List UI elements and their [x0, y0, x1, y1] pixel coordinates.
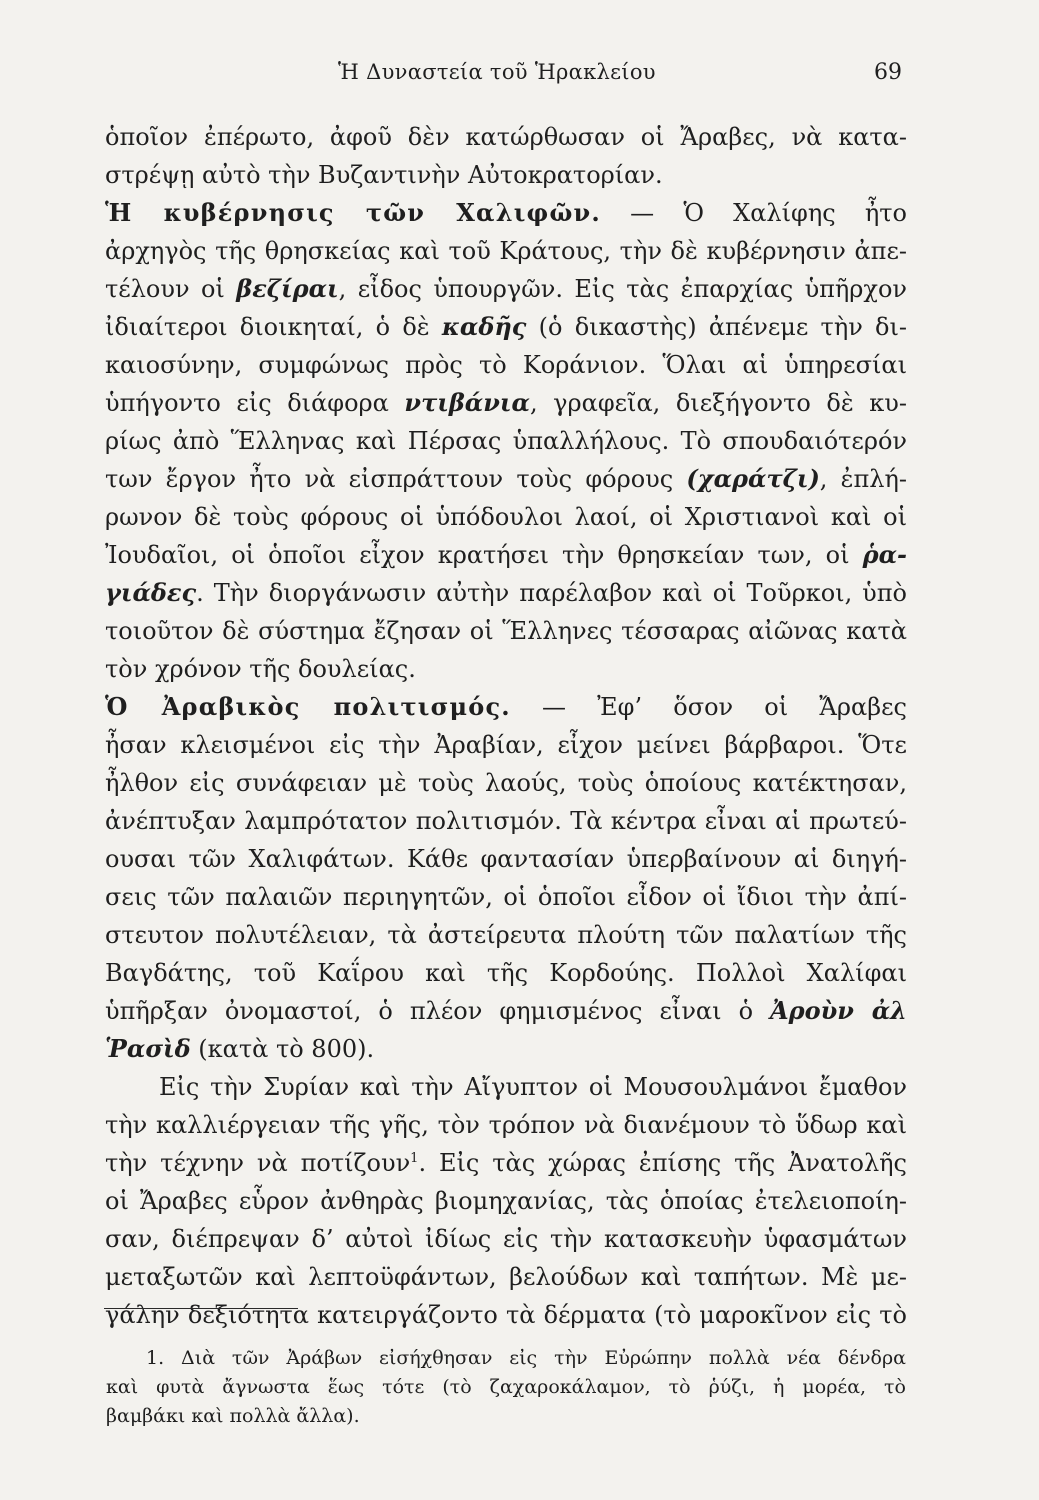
name-harun-part2: Ῥασὶδ — [105, 1034, 191, 1063]
text-line: ἦλθον εἰς συνάφειαν μὲ τοὺς λαούς, τοὺς ὁποίους κατέκτησαν, — [105, 769, 907, 797]
body-text — [105, 118, 907, 1334]
term-haratzi: (χαράτζι) — [686, 464, 820, 493]
text-span: (κατὰ τὸ 800). — [190, 1035, 375, 1063]
text-line — [105, 536, 907, 574]
text-line: μεταξωτῶν καὶ λεπτοϋφάντων, βελούδων καὶ ταπήτων. Μὲ με- — [105, 1263, 907, 1291]
text-span: , γραφεῖα, διεξήγοντο δὲ κυ- — [529, 389, 907, 417]
text-span: ὑπήγοντο εἰς διάφορα — [105, 389, 405, 417]
text-span: , εἶδος ὑπουργῶν. Εἰς τὰς ἐπαρχίας ὑπῆρχον — [338, 275, 907, 303]
text-line: Βαγδάτης, τοῦ Καΐρου καὶ τῆς Κορδούης. Πολλοὶ Χαλίφαι — [105, 959, 907, 987]
text-span: ἰδιαίτεροι διοικηταί, ὁ δὲ — [105, 313, 442, 341]
footnote-divider — [104, 1308, 298, 1309]
text-line — [105, 574, 907, 612]
text-span: των ἔργον ἦτο νὰ εἰσπράττουν τοὺς φόρους — [105, 465, 687, 493]
section-heading-caliph-government: Ἡ κυβέρνησις τῶν Χαλιφῶν. — [105, 198, 601, 227]
text-line — [105, 1030, 907, 1068]
text-span: , ἐπλή- — [819, 465, 907, 493]
text-line: καιοσύνην, συμφώνως πρὸς τὸ Κοράνιον. Ὅλαι αἱ ὑπηρεσίαι — [105, 351, 907, 379]
text-line: ρίως ἀπὸ Ἕλληνας καὶ Πέρσας ὑπαλλήλους. Τὸ σπουδαιότερόν — [105, 427, 907, 455]
term-vezirai: βεζίραι — [236, 274, 339, 303]
text-line: ὁποῖον ἐπέρωτο, ἀφοῦ δὲν κατώρθωσαν οἱ Ἄραβες, νὰ κατα- — [105, 123, 907, 151]
text-span: . Τὴν διοργάνωσιν αὐτὴν παρέλαβον καὶ οἱ Τοῦρκοι, ὑπὸ — [196, 579, 907, 607]
text-line: Εἰς τὴν Συρίαν καὶ τὴν Αἴγυπτον οἱ Μουσουλμάνοι ἔμαθον — [159, 1073, 907, 1101]
text-span: — Ἐφ’ ὅσον οἱ Ἄραβες — [510, 693, 907, 721]
text-span: τὴν τέχνην νὰ ποτίζουν — [105, 1149, 411, 1177]
term-rayades-part1: ῥα- — [862, 540, 907, 569]
text-line: στευτον πολυτέλειαν, τὰ ἀστείρευτα πλούτη τῶν παλατίων τῆς — [105, 921, 907, 949]
text-line: στρέψῃ αὐτὸ τὴν Βυζαντινὴν Αὐτοκρατορίαν. — [105, 161, 663, 189]
text-line — [105, 384, 907, 422]
text-line: ἀρχηγὸς τῆς θρησκείας καὶ τοῦ Κράτους, τὴν δὲ κυβέρνησιν ἀπε- — [105, 237, 907, 265]
text-line: σαν, διέπρεψαν δ’ αὐτοὶ ἰδίως εἰς τὴν κατασκευὴν ὑφασμάτων — [105, 1225, 907, 1253]
text-line — [105, 688, 907, 726]
text-span: τέλουν οἱ — [105, 275, 237, 303]
text-line: ουσαι τῶν Χαλιφάτων. Κάθε φαντασίαν ὑπερβαίνουν αἱ διηγή- — [105, 845, 907, 873]
footnotes — [106, 1344, 906, 1431]
footnote-line: βαμβάκι καὶ πολλὰ ἄλλα). — [106, 1405, 360, 1427]
text-span: ὑπῆρξαν ὀνομαστοί, ὁ πλέον φημισμένος εἶναι ὁ — [105, 997, 771, 1025]
text-span: — Ὁ Χαλίφης ἦτο — [600, 199, 907, 227]
name-harun-part1: Ἀροὺν ἀλ — [770, 996, 907, 1025]
text-line: τοιοῦτον δὲ σύστημα ἔζησαν οἱ Ἕλληνες τέσσαρας αἰῶνας κατὰ — [105, 617, 907, 645]
text-span: . Εἰς τὰς χώρας ἐπίσης τῆς Ἀνατολῆς — [418, 1149, 907, 1177]
footnote-reference[interactable]: 1 — [410, 1151, 419, 1166]
page-number: 69 — [874, 60, 902, 85]
text-line — [105, 1144, 907, 1182]
term-kadis: καδῆς — [441, 312, 527, 341]
text-line — [105, 460, 907, 498]
text-line: ἦσαν κλεισμένοι εἰς τὴν Ἀραβίαν, εἶχον μείνει βάρβαροι. Ὅτε — [105, 731, 907, 759]
text-line: ἀνέπτυξαν λαμπρότατον πολιτισμόν. Τὰ κέντρα εἶναι αἱ πρωτεύ- — [105, 807, 907, 835]
text-span: Ἰουδαῖοι, οἱ ὁποῖοι εἶχον κρατήσει τὴν θρησκείαν των, οἱ — [105, 541, 863, 569]
text-line — [105, 194, 907, 232]
text-line: σεις τῶν παλαιῶν περιηγητῶν, οἱ ὁποῖοι εἶδον οἱ ἴδιοι τὴν ἀπί- — [105, 883, 907, 911]
section-heading-arab-civilization: Ὁ Ἀραβικὸς πολιτισμός. — [105, 692, 511, 721]
term-ntivania: ντιβάνια — [404, 388, 530, 417]
text-line: οἱ Ἄραβες εὗρον ἀνθηρὰς βιομηχανίας, τὰς ὁποίας ἐτελειοποίη- — [105, 1187, 907, 1215]
text-line: γάλην δεξιότητα κατειργάζοντο τὰ δέρματα (τὸ μαροκῖνον εἰς τὸ — [105, 1301, 907, 1329]
text-span: (ὁ δικαστὴς) ἀπένεμε τὴν δι- — [526, 313, 907, 341]
footnote-line: καὶ φυτὰ ἄγνωστα ἕως τότε (τὸ ζαχαροκάλαμον, τὸ ῥύζι, ἡ μορέα, τὸ — [106, 1376, 906, 1398]
text-line — [105, 308, 907, 346]
text-line — [105, 270, 907, 308]
footnote-line: 1. Διὰ τῶν Ἀράβων εἰσήχθησαν εἰς τὴν Εὐρώπην πολλὰ νέα δένδρα — [146, 1347, 906, 1369]
text-line — [105, 992, 907, 1030]
text-line: ρωνον δὲ τοὺς φόρους οἱ ὑπόδουλοι λαοί, οἱ Χριστιανοὶ καὶ οἱ — [105, 503, 907, 531]
term-rayades-part2: γιάδες — [105, 578, 197, 607]
text-line: τὸν χρόνον τῆς δουλείας. — [105, 655, 416, 683]
text-line: τὴν καλλιέργειαν τῆς γῆς, τὸν τρόπον νὰ διανέμουν τὸ ὕδωρ καὶ — [105, 1111, 907, 1139]
running-title: Ἡ Δυναστεία τοῦ Ἡρακλείου — [338, 60, 656, 84]
